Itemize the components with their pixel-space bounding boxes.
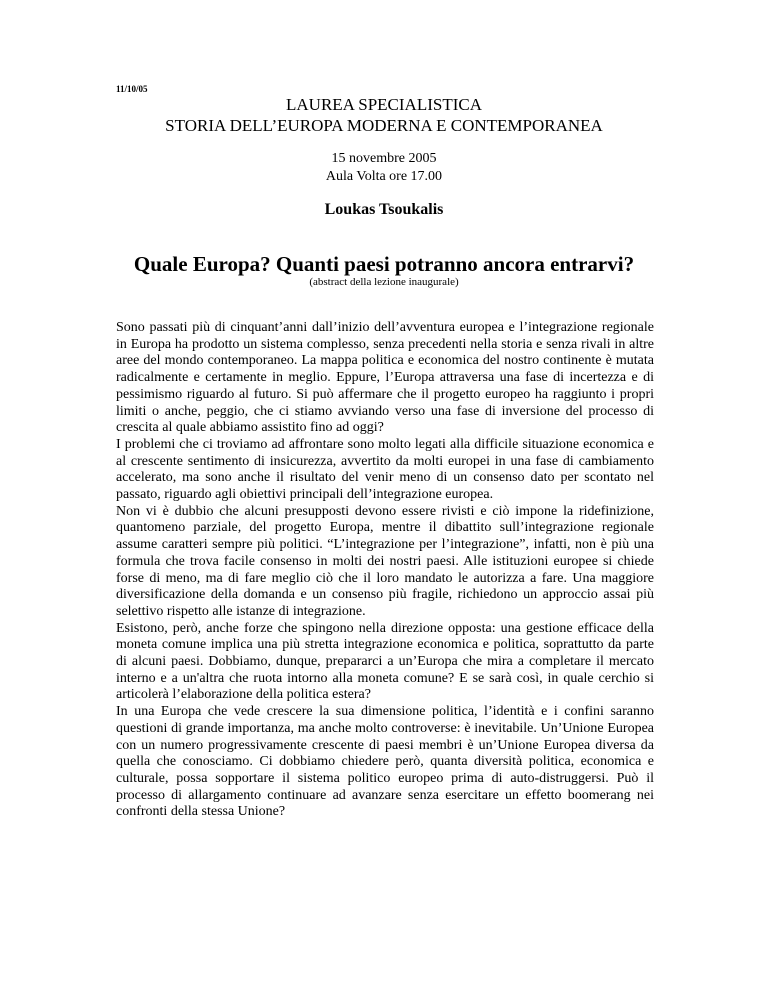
- lecture-title: Quale Europa? Quanti paesi potranno ancora entrarvi?: [133, 252, 635, 276]
- event-place: Aula Volta ore 17.00: [325, 169, 443, 184]
- paragraph: Non vi è dubbio che alcuni presupposti devono essere rivisti e ciò impone la ridefinizione, quantomeno parziale, del progetto Europa, mentre il dibattito sull’integrazione regionale assume caratteri sempre più politici. “L’integrazione per l’integrazione”, infatti, non è più una formula che trova facile consenso in molti dei nostri paesi. Alle istituzioni europee si chiede forse di meno, ma di fare meglio ciò che il loro mandato le autorizza a fare. Una maggiore diversificazione della domanda e un consenso più fragile, richiedono un approccio assai più selettivo rispetto alle istanze di integrazione.: [116, 503, 654, 619]
- course-title: [0, 94, 768, 136]
- event-info: [0, 150, 768, 186]
- event-date: 15 novembre 2005: [331, 151, 437, 166]
- paragraph: Sono passati più di cinquant’anni dall’inizio dell’avventura europea e l’integrazione regionale in Europa ha prodotto un sistema complesso, senza precedenti nella storia e senza rivali in altre aree del mondo contemporaneo. La mappa politica e economica del nostro continente è mutata radicalmente e certamente in meglio. Eppure, l’Europa attraversa una fase di incertezza e di pessimismo riguardo al futuro. Si può affermare che il progetto europeo ha raggiunto i propri limiti o anche, peggio, che ci stiamo avviando verso una fase di inversione del processo di crescita al quale abbiamo assistito fino ad oggi?: [116, 320, 654, 436]
- abstract-body: [116, 320, 654, 821]
- abstract-note: (abstract della lezione inaugurale): [309, 276, 459, 288]
- author-name: Loukas Tsoukalis: [324, 201, 444, 218]
- paragraph: I problemi che ci troviamo ad affrontare sono molto legati alla difficile situazione economica e al crescente sentimento di insicurezza, avvertito da molti europei in una fase di cambiamento accelerato, ma sono anche il risultato del venir meno di un consenso dato per scontato nel passato, riguardo agli obiettivi principali dell’integrazione europea.: [116, 436, 654, 503]
- course-title-line-2: STORIA DELL’EUROPA MODERNA E CONTEMPORANEA: [165, 116, 603, 135]
- course-title-line-1: LAUREA SPECIALISTICA: [286, 95, 482, 114]
- paragraph: Esistono, però, anche forze che spingono nella direzione opposta: una gestione efficace della moneta comune implica una più stretta integrazione economica e politica, soprattutto da parte di alcuni paesi. Dobbiamo, dunque, prepararci a un’Europa che mira a completare il mercato interno e a un'altra che ruota intorno alla moneta comune? E se sarà così, in quale cerchio si articolerà l’elaborazione della politica estera?: [116, 620, 654, 703]
- paragraph: In una Europa che vede crescere la sua dimensione politica, l’identità e i confini saranno questioni di grande importanza, ma anche molto controverse: è inevitabile. Un’Unione Europea con un numero progressivamente crescente di paesi membri è un’Unione Europea diversa da quella che conosciamo. Ci dobbiamo chiedere però, quanta diversità politica, economica e culturale, possa sopportare il sistema politico europeo prima di auto-distruggersi. Può il processo di allargamento continuare ad avanzare senza esercitare un effetto boomerang nei confronti della stessa Unione?: [116, 704, 654, 820]
- document-date: 11/10/05: [116, 84, 148, 94]
